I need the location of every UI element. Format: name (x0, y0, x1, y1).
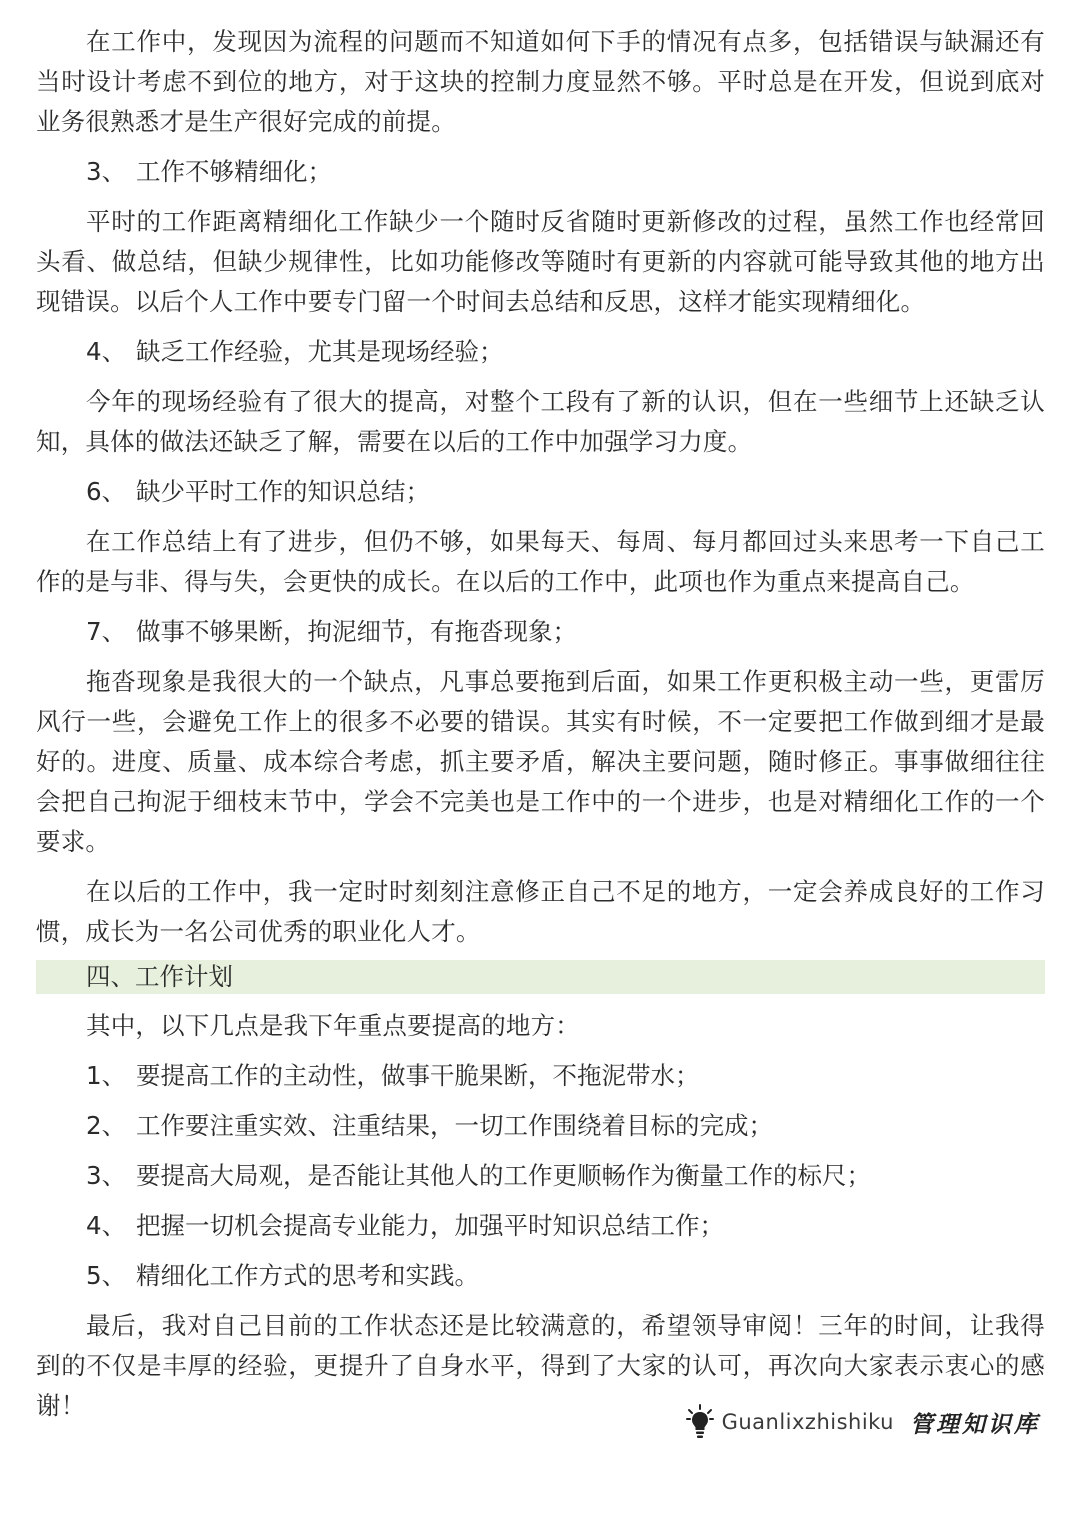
item-text: 工作要注重实效、注重结果，一切工作围绕着目标的完成； (136, 1111, 773, 1140)
item-number: 7、 (86, 617, 127, 646)
item-number: 2、 (86, 1111, 127, 1140)
plan-intro: 其中，以下几点是我下年重点要提高的地方： (86, 1011, 580, 1040)
plan-item (36, 1256, 1045, 1296)
paragraph: 在以后的工作中，我一定时时刻刻注意修正自己不足的地方，一定会养成良好的工作习惯，成长为一名公司优秀的职业化人才。 (36, 877, 1045, 946)
issue-title (36, 332, 1045, 372)
plan-item (36, 1156, 1045, 1196)
item-number: 5、 (86, 1261, 127, 1290)
lightbulb-icon (686, 1404, 714, 1440)
item-number: 4、 (86, 1211, 127, 1240)
paragraph: 在工作中，发现因为流程的问题而不知道如何下手的情况有点多，包括错误与缺漏还有当时设计考虑不到位的地方，对于这块的控制力度显然不够。平时总是在开发，但说到底对业务很熟悉才是生产很好完成的前提。 (36, 27, 1045, 136)
brand-name-en: Guanlixzhishiku (721, 1410, 894, 1434)
issue-title (36, 472, 1045, 512)
item-text: 要提高工作的主动性，做事干脆果断，不拖泥带水； (136, 1061, 700, 1090)
plan-item (36, 1106, 1045, 1146)
item-text: 精细化工作方式的思考和实践。 (136, 1261, 479, 1290)
item-number: 3、 (86, 1161, 127, 1190)
item-number: 3、 (86, 157, 127, 186)
paragraph: 今年的现场经验有了很大的提高，对整个工段有了新的认识，但在一些细节上还缺乏认知，具体的做法还缺乏了解，需要在以后的工作中加强学习力度。 (36, 387, 1045, 456)
section-heading: 四、工作计划 (36, 960, 1045, 994)
item-text: 缺乏工作经验，尤其是现场经验； (136, 337, 504, 366)
item-text: 缺少平时工作的知识总结； (136, 477, 430, 506)
item-number: 1、 (86, 1061, 127, 1090)
item-number: 4、 (86, 337, 127, 366)
paragraph: 在工作总结上有了进步，但仍不够，如果每天、每周、每月都回过头来思考一下自己工作的是与非、得与失，会更快的成长。在以后的工作中，此项也作为重点来提高自己。 (36, 527, 1045, 596)
document-body (36, 22, 1045, 1436)
plan-item (36, 1056, 1045, 1096)
final-paragraph: 最后，我对自己目前的工作状态还是比较满意的，希望领导审阅！三年的时间，让我得到的不仅是丰厚的经验，更提升了自身水平，得到了大家的认可，再次向大家表示衷心的感谢！ (36, 1311, 1045, 1420)
issue-title (36, 612, 1045, 652)
brand-name-cn: 管理知识库 (910, 1410, 1040, 1438)
issue-title (36, 152, 1045, 192)
paragraph: 平时的工作距离精细化工作缺少一个随时反省随时更新修改的过程，虽然工作也经常回头看、做总结，但缺少规律性，比如功能修改等随时有更新的内容就可能导致其他的地方出现错误。以后个人工作中要专门留一个时间去总结和反思，这样才能实现精细化。 (36, 207, 1045, 316)
item-text: 要提高大局观，是否能让其他人的工作更顺畅作为衡量工作的标尺； (136, 1161, 871, 1190)
item-text: 工作不够精细化； (136, 157, 332, 186)
footer-brand (686, 1404, 1040, 1440)
item-text: 把握一切机会提高专业能力，加强平时知识总结工作； (136, 1211, 724, 1240)
plan-item (36, 1206, 1045, 1246)
item-text: 做事不够果断，拘泥细节，有拖沓现象； (136, 617, 577, 646)
item-number: 6、 (86, 477, 127, 506)
paragraph: 拖沓现象是我很大的一个缺点，凡事总要拖到后面，如果工作更积极主动一些，更雷厉风行一些，会避免工作上的很多不必要的错误。其实有时候，不一定要把工作做到细才是最好的。进度、质量、成本综合考虑，抓主要矛盾，解决主要问题，随时修正。事事做细往往会把自己拘泥于细枝末节中，学会不完美也是工作中的一个进步，也是对精细化工作的一个要求。 (36, 667, 1045, 856)
